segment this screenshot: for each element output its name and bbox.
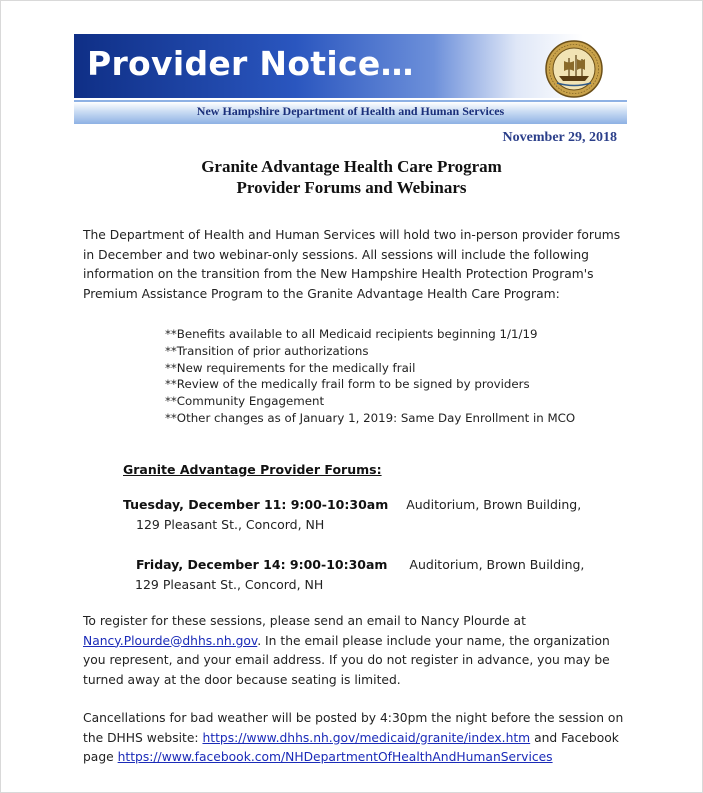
contact-email-link[interactable]: Nancy.Plourde@dhhs.nh.gov (83, 633, 258, 648)
session-address: 129 Pleasant St., Concord, NH (135, 576, 324, 592)
session-time: Tuesday, December 11: 9:00-10:30am (123, 497, 389, 512)
list-item: **Other changes as of January 1, 2019: Same Day Enrollment in MCO (165, 410, 576, 425)
provider-notice-banner (74, 34, 627, 124)
dhhs-website-link[interactable]: https://www.dhhs.nh.gov/medicaid/granite/index.htm (202, 730, 531, 745)
department-name: New Hampshire Department of Health and Human Services (196, 104, 505, 118)
forums-heading: Granite Advantage Provider Forums: (123, 462, 382, 477)
list-item: **Review of the medically frail form to be signed by providers (165, 377, 530, 392)
list-item: **Benefits available to all Medicaid recipients beginning 1/1/19 (165, 327, 538, 341)
registration-paragraph (83, 612, 623, 690)
forum-session-2 (136, 555, 584, 594)
title-line-2: Provider Forums and Webinars (236, 178, 467, 197)
banner-title: Provider Notice… (87, 44, 414, 83)
session-location: Auditorium, Brown Building, (409, 557, 585, 572)
state-seal-icon (545, 40, 603, 98)
forum-session-1 (123, 495, 581, 534)
session-address: 129 Pleasant St., Concord, NH (136, 516, 325, 532)
registration-text: To register for these sessions, please send an email to Nancy Plourde at (83, 614, 526, 628)
list-item: **Transition of prior authorizations (165, 343, 369, 358)
notice-date: November 29, 2018 (502, 130, 617, 145)
page-title (0, 156, 703, 198)
registration-details: . In the email please include your name, the organization you represent, and your email address. If you do not register in advance, you may be turned away at the door because seating is limited. (83, 633, 610, 687)
session-location: Auditorium, Brown Building, (406, 497, 582, 512)
list-item: **New requirements for the medically frail (165, 360, 416, 375)
title-line-1: Granite Advantage Health Care Program (201, 157, 502, 176)
session-time: Friday, December 14: 9:00-10:30am (136, 557, 388, 572)
list-item: **Community Engagement (165, 394, 325, 409)
intro-paragraph: The Department of Health and Human Services will hold two in-person provider forums in December and two webinar-only sessions. All sessions will include the following information on the transition from the New Hampshire Health Protection Program's Premium Assistance Program to the Granite Advantage Health Care Program: (83, 228, 621, 301)
cancellations-and: and Facebook page (83, 730, 619, 764)
facebook-page-link[interactable]: https://www.facebook.com/NHDepartmentOfHealthAndHumanServices (117, 750, 553, 764)
topic-list (165, 326, 575, 427)
cancellations-paragraph (83, 709, 628, 768)
cancellations-text: Cancellations for bad weather will be posted by 4:30pm the night before the session on the DHHS website: (83, 711, 624, 745)
